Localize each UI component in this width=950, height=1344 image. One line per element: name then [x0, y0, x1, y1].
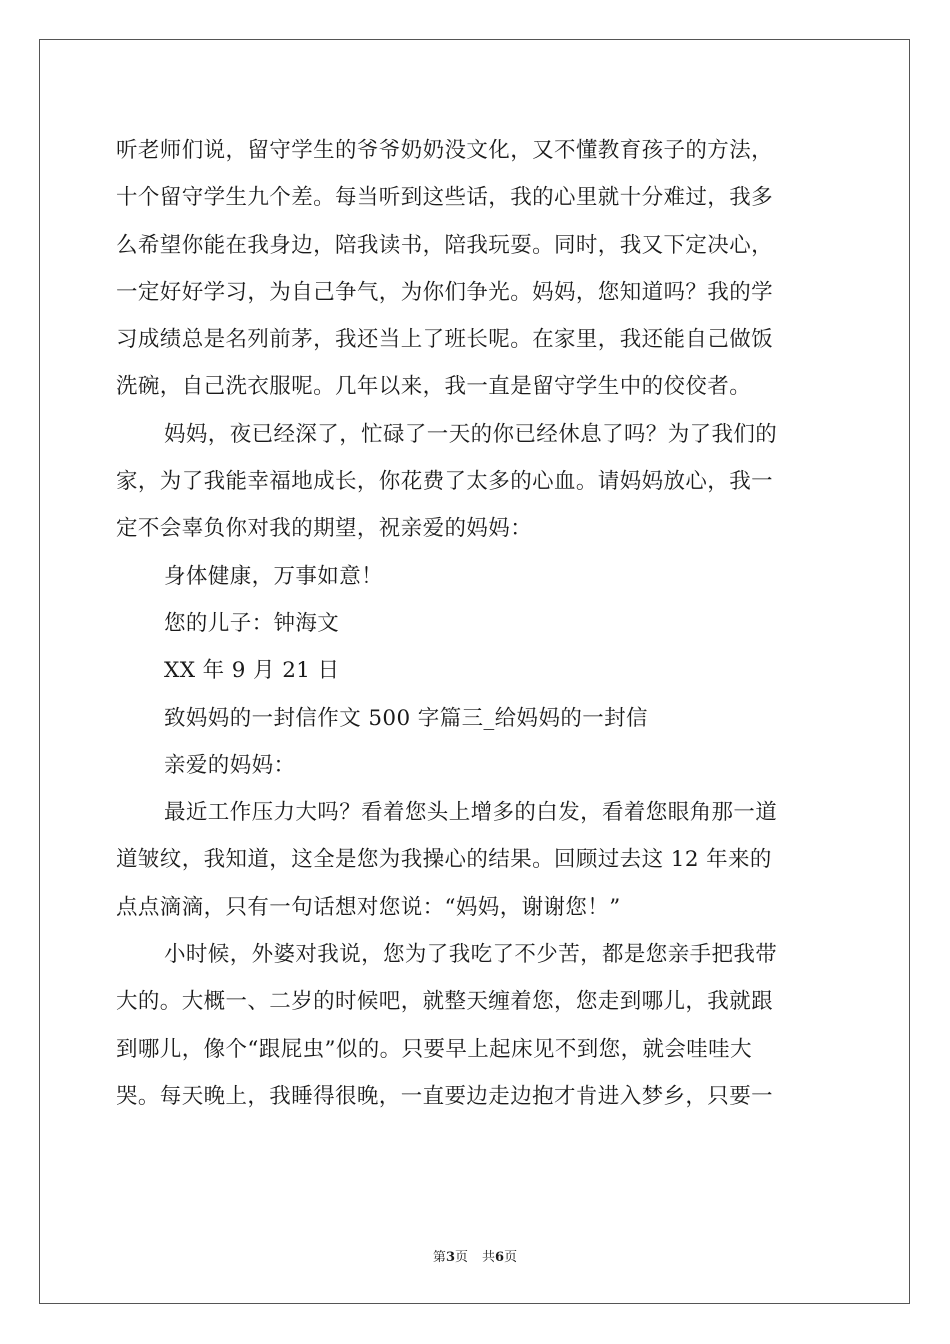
text-line: 家，为了我能幸福地成长，你花费了太多的心血。请妈妈放心，我一: [116, 469, 774, 495]
document-body: [116, 127, 836, 1120]
page-footer: [0, 1246, 950, 1265]
page-number-total: 6: [495, 1250, 505, 1265]
page-number-suffix: 页: [454, 1250, 468, 1265]
text-line: 习成绩总是名列前茅，我还当上了班长呢。在家里，我还能自己做饭: [116, 327, 774, 353]
text-line: 大的。大概一、二岁的时候吧，就整天缠着您，您走到哪儿，我就跟: [116, 989, 774, 1015]
text-line: 么希望你能在我身边，陪我读书，陪我玩耍。同时，我又下定决心，: [116, 232, 774, 258]
text-line: 妈妈，夜已经深了，忙碌了一天的你已经休息了吗？为了我们的: [164, 421, 778, 447]
page-number-prefix: 第: [432, 1250, 446, 1265]
text-line: 定不会辜负你对我的期望，祝亲爱的妈妈：: [116, 516, 533, 542]
page-number-current: 3: [445, 1250, 455, 1265]
text-line: 最近工作压力大吗？看着您头上增多的白发，看着您眼角那一道: [164, 800, 778, 826]
text-line: 身体健康，万事如意！: [164, 563, 384, 589]
text-line: 您的儿子：钟海文: [164, 610, 340, 636]
text-line: 一定好好学习，为自己争气，为你们争光。妈妈，您知道吗？我的学: [116, 279, 774, 305]
text-line: 洗碗，自己洗衣服呢。几年以来，我一直是留守学生中的佼佼者。: [116, 374, 752, 400]
text-line: 点点滴滴，只有一句话想对您说：“妈妈，谢谢您！”: [116, 894, 621, 920]
text-line: XX 年 9 月 21 日: [164, 658, 340, 684]
page-total-suffix: 页: [504, 1250, 518, 1265]
text-line: 到哪儿，像个“跟屁虫”似的。只要早上起床见不到您，就会哇哇大: [116, 1036, 752, 1062]
text-line: 小时候，外婆对我说，您为了我吃了不少苦，都是您亲手把我带: [164, 942, 778, 968]
page-total-prefix: 共: [482, 1250, 496, 1265]
text-line: 致妈妈的一封信作文 500 字篇三_给妈妈的一封信: [164, 705, 648, 731]
text-line: 十个留守学生九个差。每当听到这些话，我的心里就十分难过，我多: [116, 185, 774, 211]
text-line: 听老师们说，留守学生的爷爷奶奶没文化，又不懂教育孩子的方法，: [116, 138, 774, 163]
text-line: 哭。每天晚上，我睡得很晚，一直要边走边抱才肯进入梦乡，只要一: [116, 1083, 774, 1109]
text-line: 道皱纹，我知道，这全是您为我操心的结果。回顾过去这 12 年来的: [116, 847, 772, 873]
text-line: 亲爱的妈妈：: [164, 752, 296, 778]
